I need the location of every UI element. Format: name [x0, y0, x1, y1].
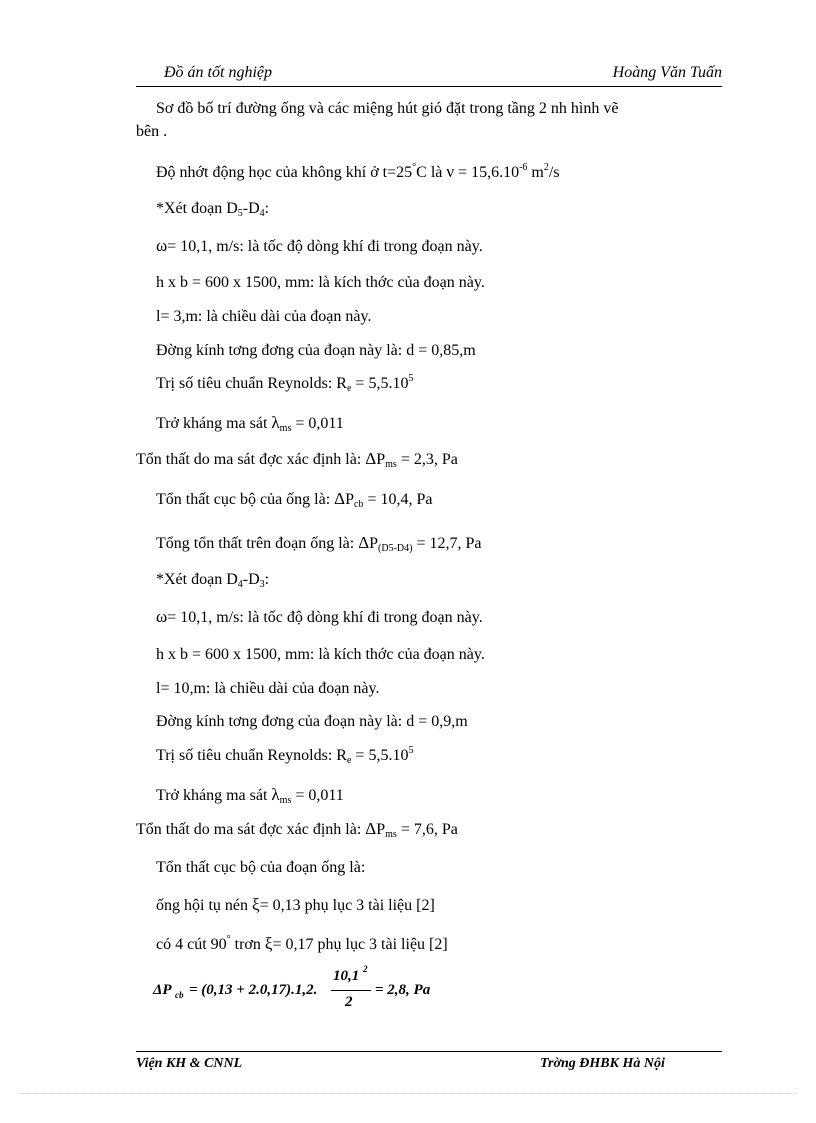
intro-line-2: bên . [136, 123, 168, 140]
segment1-friction-loss: Tổn thất do ma sát đợc xác định là: $\Delta P_{ms} = 2,3$, Pa [136, 449, 458, 470]
segment2-heading: *Xét đoạn $D_4-D_3$: [156, 571, 270, 590]
page-bottom-dotted-border [20, 1093, 796, 1095]
footer-rule [136, 1051, 722, 1052]
segment1-size: h x b = 600 x 1500, mm: là kích thớc của đoạn này. [156, 274, 485, 291]
segment1-total-loss: Tổng tổn thất trên đoạn ống là: $\Delta P_{(D5-D4)} = 12,7$, Pa [156, 533, 482, 554]
segment1-reynolds: Trị số tiêu chuẩn Reynolds: $R_e = 5,5.10^5$ [156, 373, 414, 394]
segment1-heading: *Xét đoạn $D_5-D_4$: [156, 200, 270, 219]
header-author: Hoàng Văn Tuấn [612, 64, 722, 81]
segment2-friction-loss: Tổn thất do ma sát đợc xác định là: $\Delta P_{ms} = 7,6$, Pa [136, 819, 458, 840]
segment2-velocity: ω= 10,1, m/s: là tốc độ dòng khí đi trong đoạn này. [156, 607, 483, 626]
segment2-size: h x b = 600 x 1500, mm: là kích thớc của đoạn này. [156, 646, 485, 663]
segment1-local-loss: Tổn thất cục bộ của ống là: $\Delta P_{cb} = 10,4$, Pa [156, 489, 433, 510]
segment2-diameter: Đờng kính tơng đơng của đoạn này là: d = 0,9,m [156, 713, 468, 730]
fraction-bar [331, 990, 371, 991]
segment2-length: l= 10,m: là chiều dài của đoạn này. [156, 680, 380, 697]
segment1-diameter: Đờng kính tơng đơng của đoạn này là: d = 0,85,m [156, 342, 476, 359]
segment1-friction: Trở kháng ma sát $\lambda_{ms} = 0,011$ [156, 413, 344, 434]
document-page: Đồ án tốt nghiệp Hoàng Văn Tuấn Sơ đồ bố trí đường ống và các miệng hút gió đặt trong tầng 2 nh hình vẽ bên . Độ nhớt động học của không khí ở t=25°C là $\nu = 15,6.10^{-6}$ $m^2/s$ *Xét đoạn $D_5-D_4$: ω= 10,1, m/s: là tốc độ dòng khí đi trong đoạn này. h x b = 600 x 1500, mm: là kích thớc của đoạn này. l= 3,m: là chiều dài của đoạn này. Đờng kính tơng đơng của đoạn này là: d = 0,85,m Trị số tiêu chuẩn Reynolds: $R_e = 5,5.10^5$ Trở kháng ma sát $\lambda_{ms} = 0,011$ Tổn thất do ma sát đợc xác định là: $\Delta P_{ms} = 2,3$, Pa Tổn thất cục bộ của ống là: $\Delta P_{cb} = 10,4$, Pa Tổng tổn thất trên đoạn ống là: $\Delta P_{(D5-D4)} = 12,7$, Pa *Xét đoạn $D_4-D_3$: ω= 10,1, m/s: là tốc độ dòng khí đi trong đoạn này. h x b = 600 x 1500, mm: là kích thớc của đoạn này. l= 10,m: là chiều dài của đoạn này. Đờng kính tơng đơng của đoạn này là: d = 0,9,m Trị số tiêu chuẩn Reynolds: $R_e = 5,5.10^5$ Trở kháng ma sát $\lambda_{ms} = 0,011$ Tổn thất do ma sát đợc xác định là: $\Delta P_{ms} = 7,6$, Pa Tổn thất cục bộ của đoạn ống là: ống hội tụ nén ξ= 0,13 phụ lục 3 tài liệu [2] có 4 cút 90° trơn ξ= 0,17 phụ lục 3 tài liệu [2] ΔP cb = (0,13 + 2.0,17).1,2. 10,1 2 2 = 2,8, Pa Viện KH & CNNL Trờng ĐHBK Hà Nội [0, 0, 816, 1123]
page-header [136, 62, 722, 87]
segment2-elbow: có 4 cút 90° trơn ξ= 0,17 phụ lục 3 tài liệu [2] [156, 934, 448, 953]
segment2-friction: Trở kháng ma sát $\lambda_{ms} = 0,011$ [156, 785, 344, 806]
segment2-local-heading: Tổn thất cục bộ của đoạn ống là: [156, 859, 366, 876]
footer-institute: Viện KH & CNNL [136, 1056, 243, 1071]
omega-symbol: ω [156, 607, 168, 626]
viscosity-line: Độ nhớt động học của không khí ở t=25°C là $\nu = 15,6.10^{-6}$ $m^2/s$ [156, 162, 560, 181]
segment2-reynolds: Trị số tiêu chuẩn Reynolds: $R_e = 5,5.10^5$ [156, 745, 414, 766]
segment2-reducer: ống hội tụ nén ξ= 0,13 phụ lục 3 tài liệu [2] [156, 895, 435, 914]
segment1-length: l= 3,m: là chiều dài của đoạn này. [156, 308, 372, 325]
footer-university: Trờng ĐHBK Hà Nội [540, 1056, 665, 1071]
intro-line-1: Sơ đồ bố trí đường ống và các miệng hút gió đặt trong tầng 2 nh hình vẽ [156, 100, 619, 117]
segment1-velocity: ω= 10,1, m/s: là tốc độ dòng khí đi trong đoạn này. [156, 236, 483, 255]
header-title: Đồ án tốt nghiệp [164, 64, 272, 81]
omega-symbol: ω [156, 236, 168, 255]
